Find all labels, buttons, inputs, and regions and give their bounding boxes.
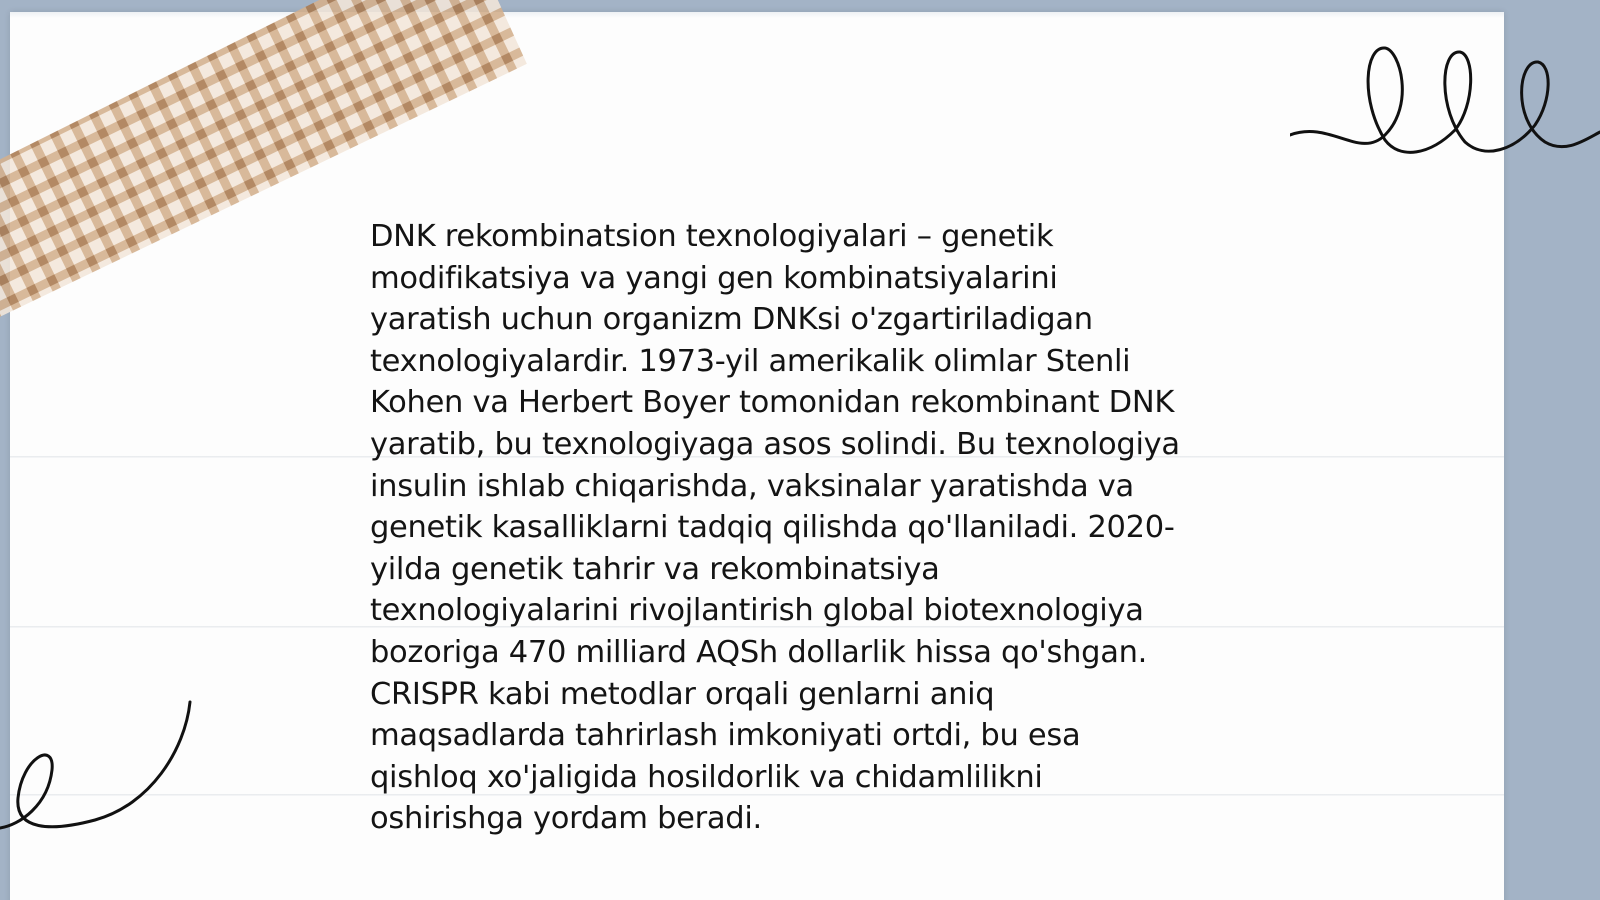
body-text: DNK rekombinatsion texnologiyalari – genetik modifikatsiya va yangi gen kombinatsiyalarini yaratish uchun organizm DNKsi o'zgartiriladigan texnologiyalardir. 1973-yil amerikalik olimlar Stenli Kohen va Herbert Boyer tomonidan rekombinant DNK yaratib, bu texnologiyaga asos solindi. Bu texnologiya insulin ishlab chiqarishda, vaksinalar yaratishda va genetik kasalliklarni tadqiq qilishda qo'llaniladi. 2020- yilda genetik tahrir va rekombinatsiya texnologiyalarini rivojlantirish global biotexnologiya bozoriga 470 milliard AQSh dollarlik hissa qo'shgan. CRISPR kabi metodlar orqali genlarni aniq maqsadlarda tahrirlash imkoniyati ortdi, bu esa qishloq xo'jaligida hosildorlik va chidamlilikni oshirishga yordam beradi. [370, 219, 1180, 837]
loop-scribble-icon [1290, 30, 1600, 170]
paper-torn-edge [10, 12, 1504, 18]
swirl-scribble-icon [0, 690, 200, 850]
